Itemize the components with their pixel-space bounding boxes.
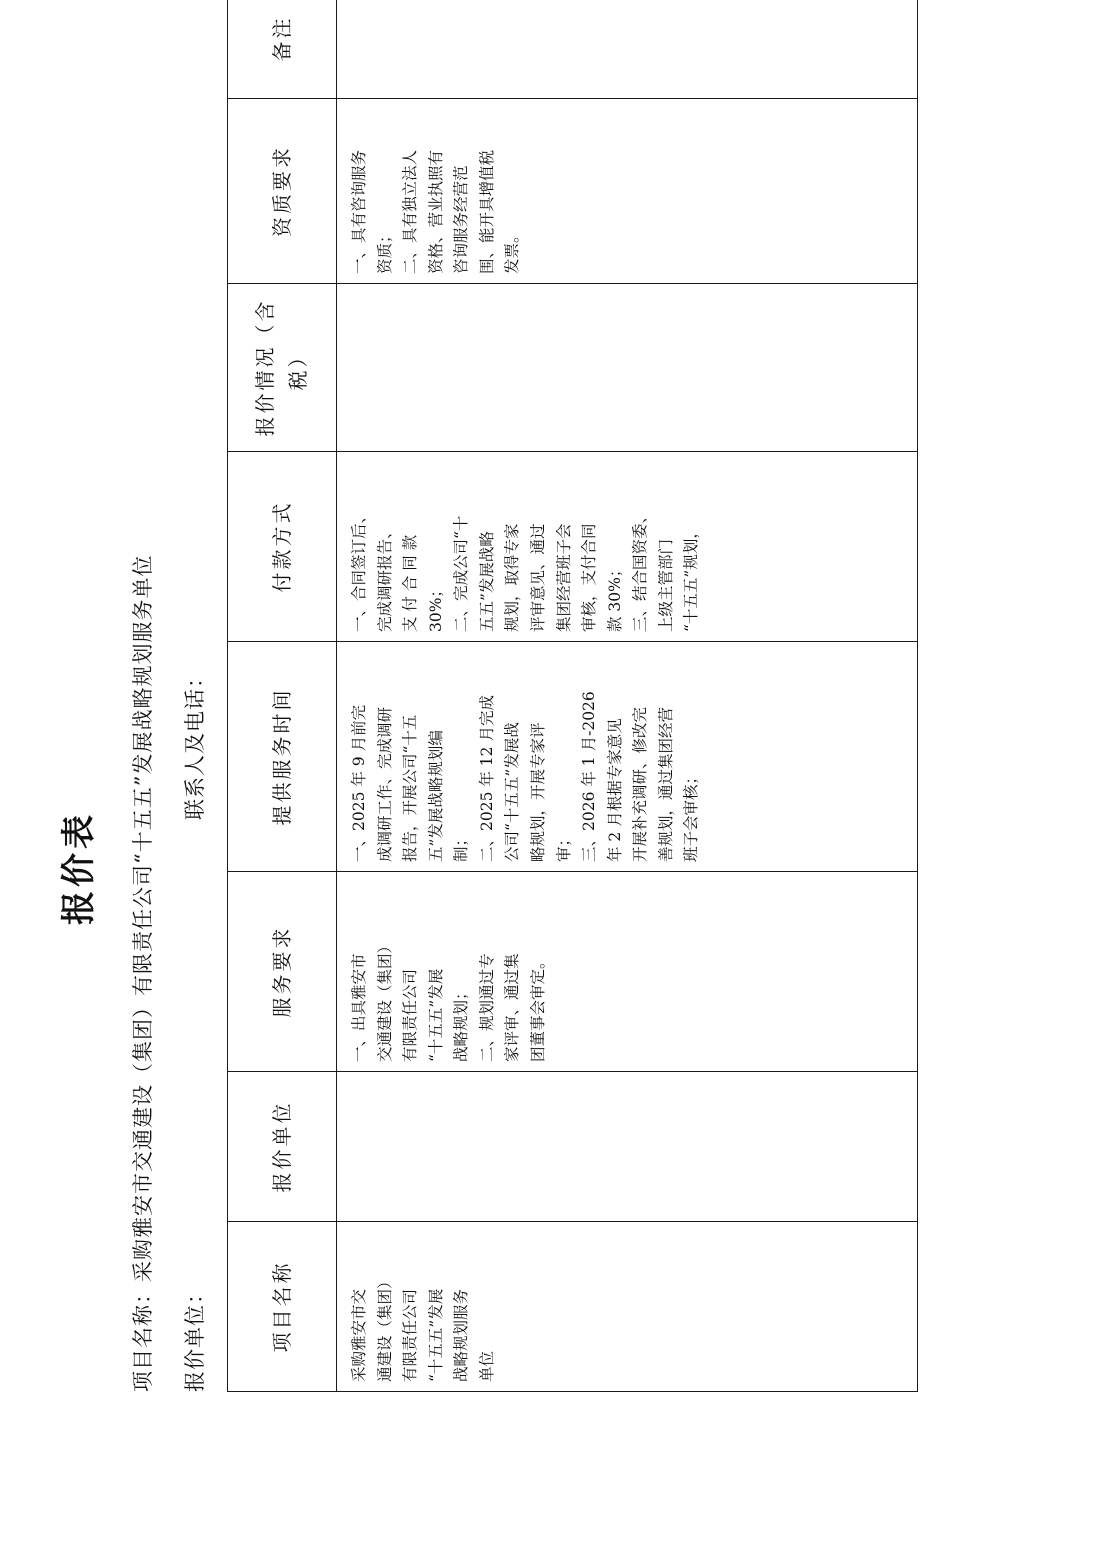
cell-line: 围、能开具增值税	[477, 149, 496, 274]
cell-line: 交通建设（集团）	[375, 937, 394, 1062]
cell-line: “十五五”发展	[426, 1288, 445, 1382]
table-header-row	[228, 0, 337, 1391]
project-name-value: 采购雅安市交通建设（集团）有限责任公司“十五五”发展战略规划服务单位	[131, 554, 155, 1282]
cell-line: 审核，支付合同	[580, 522, 599, 632]
cell-qualification	[337, 98, 918, 283]
project-name-label: 项目名称：	[131, 1281, 155, 1392]
rotated-sheet	[31, 15, 1071, 1510]
cell-line: 审；	[554, 830, 573, 862]
cell-line: 开展补充调研、修改完	[631, 706, 650, 862]
cell-line: 成调研工作、完成调研	[375, 706, 394, 862]
cell-line: 二、规划通过专	[477, 952, 496, 1062]
cell-line: 咨询服务经营范	[452, 164, 471, 274]
cell-line: 二、完成公司“十	[452, 515, 471, 632]
project-name-line	[127, 554, 157, 1391]
header-qualification: 资质要求	[228, 98, 337, 283]
header-project-name: 项目名称	[228, 1221, 337, 1391]
cell-payment	[337, 451, 918, 641]
cell-line: 班子会审核；	[682, 768, 701, 862]
cell-project-name	[337, 1221, 918, 1391]
cell-service-time	[337, 641, 918, 871]
cell-line: 规划，取得专家	[503, 522, 522, 632]
table-row	[337, 0, 918, 1391]
cell-line: 团董事会审定。	[528, 952, 547, 1062]
cell-line: 支 付 合 同 款	[401, 534, 420, 632]
cell-line: “十五五”发展	[426, 968, 445, 1062]
cell-line: 发票。	[503, 226, 522, 274]
cell-line: 款 30%；	[605, 561, 624, 632]
cell-line: 一、出具雅安市	[350, 952, 368, 1062]
cell-line: 制；	[452, 830, 471, 862]
cell-line: “十五五”规划，	[682, 522, 701, 632]
page-title: 报价表	[59, 810, 99, 925]
contact-label: 联系人及电话：	[183, 665, 207, 820]
cell-line: 三、2026 年 1 月-2026	[580, 690, 599, 862]
cell-line: 二、具有独立法人	[401, 149, 420, 274]
cell-line: 评审意见、通过	[528, 522, 547, 632]
cell-line: 家评审、通过集	[503, 952, 522, 1062]
cell-line: 年 2 月根据专家意见	[605, 717, 624, 862]
cell-line: 一、具有咨询服务	[350, 149, 368, 274]
cell-line: 资质；	[375, 226, 394, 274]
cell-line: 有限责任公司	[401, 1288, 420, 1382]
cell-line: 有限责任公司	[401, 968, 420, 1062]
cell-service-requirements	[337, 871, 918, 1071]
cell-line: 一、2025 年 9 月前完	[350, 704, 368, 862]
cell-line: 集团经营班子会	[554, 522, 573, 632]
header-vendor: 报价单位	[228, 1071, 337, 1221]
header-service-requirements: 服务要求	[228, 871, 337, 1071]
cell-vendor[interactable]	[337, 1071, 918, 1221]
cell-line: 略规划，开展专家评	[528, 721, 547, 862]
cell-line: 30%；	[426, 581, 445, 632]
cell-line: 二、2025 年 12 月完成	[477, 694, 496, 862]
cell-remark[interactable]	[337, 0, 918, 98]
header-payment: 付款方式	[228, 451, 337, 641]
cell-line: 单位	[477, 1350, 496, 1382]
header-service-time: 提供服务时间	[228, 641, 337, 871]
cell-line: 三、结合国资委、	[631, 507, 650, 632]
cell-price[interactable]	[337, 283, 918, 451]
cell-line: 战略规划；	[452, 983, 471, 1062]
cell-line: 五”发展战略规划编	[426, 729, 445, 862]
cell-line: 战略规划服务	[452, 1288, 471, 1382]
cell-line: 资格、营业执照有	[426, 149, 445, 274]
quote-table	[227, 0, 918, 1392]
cell-line: 五五”发展战略	[477, 530, 496, 632]
cell-line: 报告，开展公司“十五	[401, 714, 420, 862]
header-price: 报价情况（含税）	[228, 283, 337, 451]
cell-line: 采购雅安市交	[350, 1288, 368, 1382]
cell-line: 一、合同签订后、	[350, 507, 368, 632]
header-remark: 备注	[228, 0, 337, 98]
cell-line: 善规划，通过集团经营	[656, 706, 675, 862]
cell-line: 公司“十五五”发展战	[503, 721, 522, 862]
vendor-label: 报价单位：	[183, 1281, 207, 1392]
cell-line: 上级主管部门	[656, 538, 675, 632]
cell-line: 通建设（集团）	[375, 1272, 394, 1382]
cell-line: 完成调研报告、	[375, 522, 394, 632]
